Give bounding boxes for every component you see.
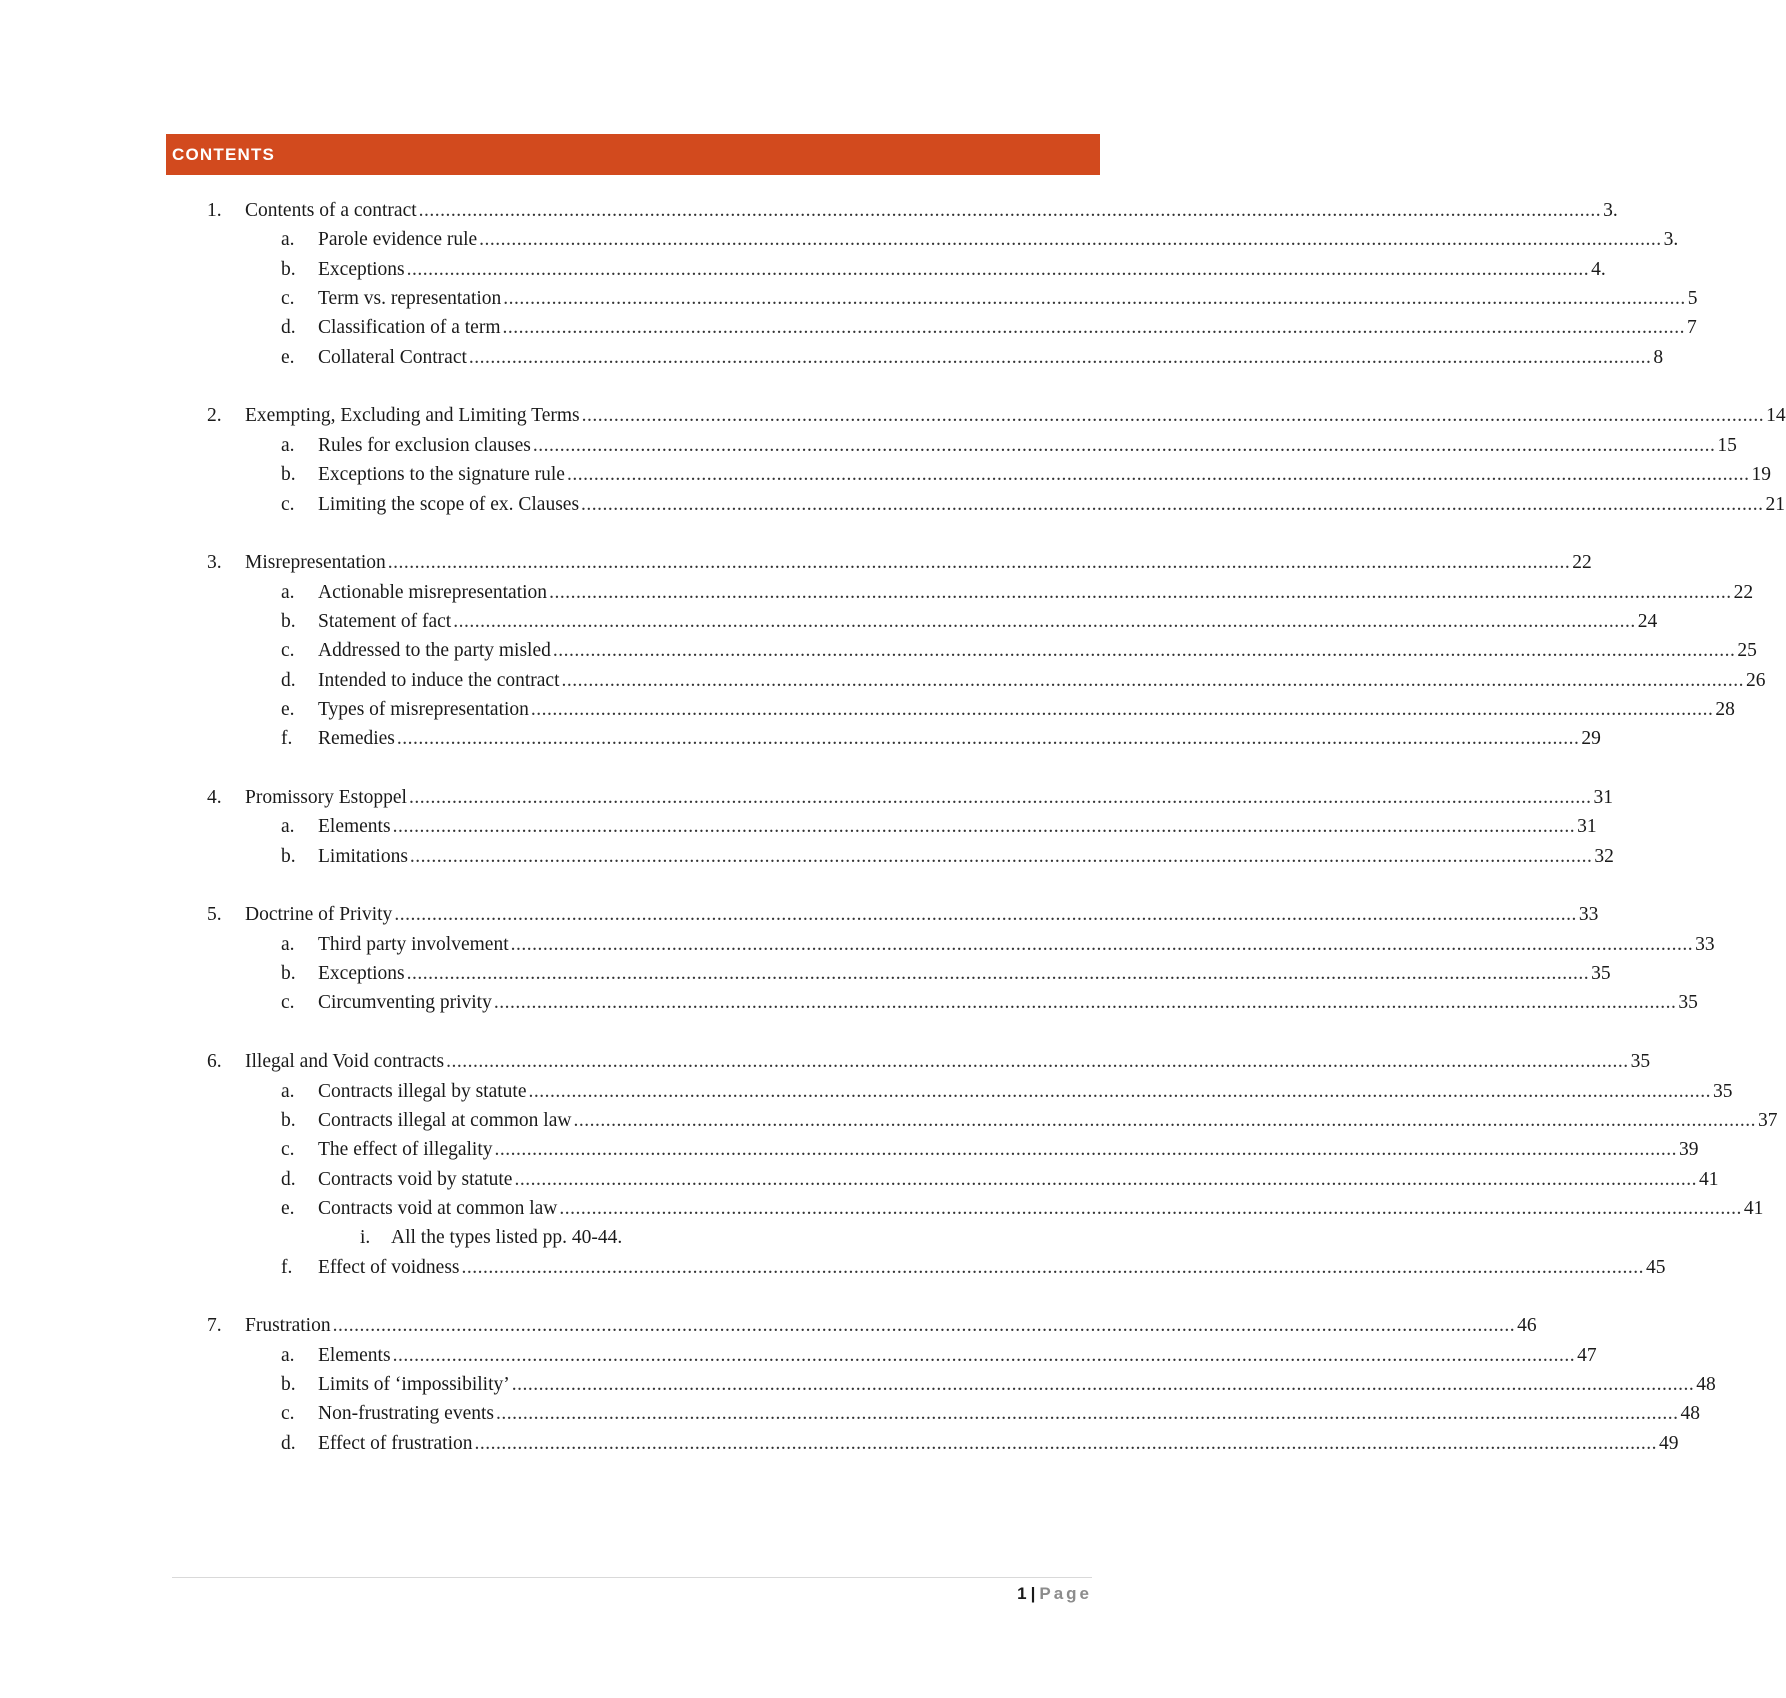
toc-leader-dots: ............................................................................................................................................................................................................................ bbox=[561, 670, 1744, 691]
toc-leader-dots: ............................................................................................................................................................................................................................ bbox=[552, 640, 1736, 661]
toc-page-number: 48 bbox=[1680, 1403, 1700, 1424]
toc-leader-dots: ............................................................................................................................................................................................................................ bbox=[573, 1110, 1756, 1131]
toc-entry-label: Exempting, Excluding and Limiting Terms bbox=[245, 405, 580, 426]
toc-leader-dots: ............................................................................................................................................................................................................................ bbox=[559, 1198, 1742, 1219]
toc-subsection bbox=[281, 1255, 1666, 1281]
toc-marker: 7. bbox=[207, 1315, 222, 1336]
toc-marker: d. bbox=[281, 1433, 296, 1454]
toc-marker: 3. bbox=[207, 552, 222, 573]
toc-entry-label: Contents of a contract bbox=[245, 200, 417, 221]
toc-entry-label: The effect of illegality bbox=[318, 1139, 493, 1160]
toc-subsection bbox=[281, 609, 1658, 635]
toc-leader-dots: ............................................................................................................................................................................................................................ bbox=[532, 435, 1716, 456]
toc-marker: b. bbox=[281, 464, 296, 485]
toc-page-number: 21 bbox=[1765, 494, 1786, 515]
toc-entry-label: Collateral Contract bbox=[318, 347, 467, 368]
toc-subitem bbox=[360, 1225, 1068, 1251]
toc-marker: e. bbox=[281, 699, 295, 720]
toc-marker: a. bbox=[281, 816, 295, 837]
toc-subsection bbox=[281, 1108, 1778, 1134]
toc-subsection bbox=[281, 726, 1601, 752]
toc-subsection bbox=[281, 286, 1698, 312]
toc-marker: f. bbox=[281, 728, 293, 749]
toc-page-number: 8 bbox=[1653, 347, 1664, 368]
toc-page-number: 48 bbox=[1696, 1374, 1716, 1395]
toc-page-number: 22 bbox=[1572, 552, 1592, 573]
toc-leader-dots: ............................................................................................................................................................................................................................ bbox=[392, 816, 1576, 837]
toc-leader-dots: ............................................................................................................................................................................................................................ bbox=[530, 699, 1714, 720]
toc-entry-label: Contracts void by statute bbox=[318, 1169, 513, 1190]
toc-page-number: 45 bbox=[1646, 1257, 1666, 1278]
toc-page-number: 35 bbox=[1591, 963, 1611, 984]
toc-leader-dots: ............................................................................................................................................................................................................................ bbox=[453, 611, 1636, 632]
toc-page-number: 41 bbox=[1743, 1198, 1764, 1219]
toc-leader-dots: ............................................................................................................................................................................................................................ bbox=[468, 347, 1652, 368]
toc-page-number: 33 bbox=[1578, 904, 1599, 925]
toc-leader-dots: ............................................................................................................................................................................................................................ bbox=[496, 1403, 1679, 1424]
toc-subsection bbox=[281, 580, 1754, 606]
toc-page-number: 28 bbox=[1715, 699, 1735, 720]
toc-page-number: 35 bbox=[1678, 992, 1698, 1013]
toc-entry-label: Third party involvement bbox=[318, 934, 509, 955]
toc-page-number: 32 bbox=[1594, 846, 1614, 867]
toc-subsection bbox=[281, 462, 1771, 488]
toc-leader-dots: ............................................................................................................................................................................................................................ bbox=[392, 1345, 1576, 1366]
toc-marker: 1. bbox=[207, 200, 222, 221]
toc-entry-label: Actionable misrepresentation bbox=[318, 582, 548, 603]
toc-subsection bbox=[281, 433, 1737, 459]
toc-leader-dots: ............................................................................................................................................................................................................................ bbox=[510, 934, 1694, 955]
toc-subsection bbox=[281, 1196, 1764, 1222]
toc-subsection bbox=[281, 1431, 1679, 1457]
toc-entry-label: Effect of voidness bbox=[318, 1257, 460, 1278]
toc-marker: a. bbox=[281, 582, 295, 603]
toc-marker: d. bbox=[281, 317, 296, 338]
toc-marker: a. bbox=[281, 435, 295, 456]
toc-marker: 6. bbox=[207, 1051, 222, 1072]
toc-page-number: 7 bbox=[1687, 317, 1697, 338]
toc-page-number: 19 bbox=[1751, 464, 1771, 485]
toc-subsection bbox=[281, 1401, 1700, 1427]
toc-subsection bbox=[281, 1167, 1719, 1193]
toc-leader-dots: ............................................................................................................................................................................................................................ bbox=[549, 582, 1732, 603]
toc-subsection bbox=[281, 345, 1664, 371]
toc-subsection bbox=[281, 492, 1786, 518]
toc-leader-dots: ............................................................................................................................................................................................................................ bbox=[446, 1051, 1629, 1072]
toc-leader-dots: ............................................................................................................................................................................................................................ bbox=[494, 1139, 1678, 1160]
toc-entry-label: Classification of a term bbox=[318, 317, 501, 338]
toc-entry-label: Contracts void at common law bbox=[318, 1198, 558, 1219]
toc-page-number: 25 bbox=[1737, 640, 1757, 661]
toc-marker: 4. bbox=[207, 787, 222, 808]
toc-section bbox=[207, 550, 1592, 576]
toc-marker: b. bbox=[281, 611, 296, 632]
toc-entry-label: Rules for exclusion clauses bbox=[318, 435, 531, 456]
toc-page-number: 4. bbox=[1591, 259, 1606, 280]
toc-marker: d. bbox=[281, 1169, 296, 1190]
toc-marker: a. bbox=[281, 1345, 295, 1366]
toc-section bbox=[207, 902, 1599, 928]
toc-page-number: 24 bbox=[1637, 611, 1658, 632]
toc-entry-label: Intended to induce the contract bbox=[318, 670, 560, 691]
toc-subsection bbox=[281, 315, 1697, 341]
toc-leader-dots: ............................................................................................................................................................................................................................ bbox=[581, 405, 1765, 426]
toc-leader-dots: ............................................................................................................................................................................................................................ bbox=[387, 552, 1571, 573]
toc-leader-dots: ............................................................................................................................................................................................................................ bbox=[406, 259, 1590, 280]
toc-entry-label: Frustration bbox=[245, 1315, 331, 1336]
toc-entry-label: Elements bbox=[318, 816, 391, 837]
toc-page-number: 3. bbox=[1603, 200, 1618, 221]
toc-leader-dots: ............................................................................................................................................................................................................................ bbox=[394, 904, 1577, 925]
toc-marker: a. bbox=[281, 1081, 295, 1102]
toc-section bbox=[207, 198, 1618, 224]
toc-leader-dots: ............................................................................................................................................................................................................................ bbox=[461, 1257, 1645, 1278]
toc-page-number: 22 bbox=[1733, 582, 1754, 603]
page-footer bbox=[1017, 1584, 1092, 1604]
toc-entry-label: Promissory Estoppel bbox=[245, 787, 407, 808]
toc-marker: b. bbox=[281, 1374, 296, 1395]
toc-marker: c. bbox=[281, 288, 295, 309]
toc-entry-label: Limiting the scope of ex. Clauses bbox=[318, 494, 580, 515]
toc-leader-dots: ............................................................................................................................................................................................................................ bbox=[332, 1315, 1516, 1336]
toc-marker: c. bbox=[281, 1403, 295, 1424]
toc-page-number: 35 bbox=[1630, 1051, 1651, 1072]
toc-leader-dots: ............................................................................................................................................................................................................................ bbox=[502, 317, 1685, 338]
toc-marker: a. bbox=[281, 934, 295, 955]
toc-entry-label: Limits of ‘impossibility’ bbox=[318, 1374, 510, 1395]
toc-subsection bbox=[281, 1079, 1733, 1105]
toc-subsection bbox=[281, 961, 1611, 987]
toc-leader-dots: ............................................................................................................................................................................................................................ bbox=[474, 1433, 1657, 1454]
toc-marker: c. bbox=[281, 1139, 295, 1160]
toc-subsection bbox=[281, 844, 1614, 870]
toc-page-number: 47 bbox=[1577, 1345, 1597, 1366]
toc-entry-label: Exceptions bbox=[318, 963, 405, 984]
toc-page-number: 35 bbox=[1713, 1081, 1733, 1102]
toc-marker: b. bbox=[281, 846, 296, 867]
contents-heading: CONTENTS bbox=[172, 145, 276, 164]
toc-page-number: 29 bbox=[1581, 728, 1601, 749]
toc-leader-dots: ............................................................................................................................................................................................................................ bbox=[511, 1374, 1695, 1395]
toc-subsection bbox=[281, 697, 1735, 723]
footer-page-number: 1 bbox=[1017, 1584, 1027, 1603]
toc-subsection bbox=[281, 1343, 1597, 1369]
toc-entry-label: All the types listed pp. 40-44. bbox=[391, 1227, 623, 1248]
toc-marker: f. bbox=[281, 1257, 293, 1278]
toc-section bbox=[207, 1313, 1537, 1339]
footer-divider bbox=[172, 1577, 1092, 1578]
toc-entry-label: Exceptions bbox=[318, 259, 405, 280]
toc-entry-label: Limitations bbox=[318, 846, 408, 867]
toc-marker: i. bbox=[360, 1227, 371, 1248]
toc-marker: c. bbox=[281, 640, 295, 661]
toc-subsection bbox=[281, 990, 1698, 1016]
toc-subsection bbox=[281, 932, 1715, 958]
toc-entry-label: Elements bbox=[318, 1345, 391, 1366]
toc-page-number: 41 bbox=[1698, 1169, 1719, 1190]
toc-subsection bbox=[281, 814, 1597, 840]
toc-entry-label: Parole evidence rule bbox=[318, 229, 478, 250]
toc-leader-dots: ............................................................................................................................................................................................................................ bbox=[503, 288, 1686, 309]
toc-marker: b. bbox=[281, 1110, 296, 1131]
toc-page-number: 5 bbox=[1687, 288, 1698, 309]
toc-marker: 2. bbox=[207, 405, 222, 426]
toc-subsection bbox=[281, 227, 1679, 253]
toc-page-number: 39 bbox=[1679, 1139, 1699, 1160]
toc-marker: e. bbox=[281, 347, 295, 368]
toc-entry-label: Exceptions to the signature rule bbox=[318, 464, 565, 485]
toc-leader-dots: ............................................................................................................................................................................................................................ bbox=[566, 464, 1750, 485]
toc-section bbox=[207, 785, 1613, 811]
toc-section bbox=[207, 1049, 1651, 1075]
toc-entry-label: Statement of fact bbox=[318, 611, 452, 632]
toc-marker: c. bbox=[281, 992, 295, 1013]
toc-leader-dots: ............................................................................................................................................................................................................................ bbox=[479, 229, 1662, 250]
toc-page-number: 37 bbox=[1757, 1110, 1778, 1131]
toc-leader-dots: ............................................................................................................................................................................................................................ bbox=[408, 787, 1592, 808]
toc-entry-label: Illegal and Void contracts bbox=[245, 1051, 445, 1072]
toc-marker: 5. bbox=[207, 904, 222, 925]
toc-marker: c. bbox=[281, 494, 295, 515]
toc-page-number: 49 bbox=[1659, 1433, 1679, 1454]
toc-leader-dots: ............................................................................................................................................................................................................................ bbox=[409, 846, 1593, 867]
toc-entry-label: Circumventing privity bbox=[318, 992, 492, 1013]
toc-leader-dots: ............................................................................................................................................................................................................................ bbox=[396, 728, 1580, 749]
footer-separator: | bbox=[1030, 1584, 1036, 1603]
toc-entry-label: Doctrine of Privity bbox=[245, 904, 393, 925]
toc-subsection bbox=[281, 1372, 1716, 1398]
toc-entry-label: Contracts illegal by statute bbox=[318, 1081, 527, 1102]
toc-marker: d. bbox=[281, 670, 296, 691]
toc-page-number: 46 bbox=[1517, 1315, 1537, 1336]
toc-leader-dots: ............................................................................................................................................................................................................................ bbox=[406, 963, 1590, 984]
toc-marker: b. bbox=[281, 259, 296, 280]
toc-entry-label: Types of misrepresentation bbox=[318, 699, 529, 720]
toc-entry-label: Non-frustrating events bbox=[318, 1403, 494, 1424]
toc-entry-label: Term vs. representation bbox=[318, 288, 502, 309]
toc-entry-label: Contracts illegal at common law bbox=[318, 1110, 572, 1131]
toc-page-number: 14 bbox=[1766, 405, 1786, 426]
toc-subsection bbox=[281, 257, 1606, 283]
toc-entry-label: Remedies bbox=[318, 728, 395, 749]
toc-entry-label: Addressed to the party misled bbox=[318, 640, 551, 661]
toc-leader-dots: ............................................................................................................................................................................................................................ bbox=[581, 494, 1764, 515]
toc-entry-label: Misrepresentation bbox=[245, 552, 386, 573]
toc-entry-label: Effect of frustration bbox=[318, 1433, 473, 1454]
toc-page-number: 15 bbox=[1717, 435, 1737, 456]
toc-page-number: 33 bbox=[1695, 934, 1715, 955]
toc-leader-dots: ............................................................................................................................................................................................................................ bbox=[528, 1081, 1711, 1102]
footer-page-word: Page bbox=[1039, 1584, 1092, 1603]
toc-leader-dots: ............................................................................................................................................................................................................................ bbox=[514, 1169, 1697, 1190]
toc-page-number: 31 bbox=[1593, 787, 1613, 808]
toc-subsection bbox=[281, 638, 1757, 664]
toc-subsection bbox=[281, 668, 1766, 694]
toc-subsection bbox=[281, 1137, 1699, 1163]
toc-page-number: 26 bbox=[1745, 670, 1766, 691]
toc-leader-dots: ............................................................................................................................................................................................................................ bbox=[493, 992, 1677, 1013]
toc-page-number: 3. bbox=[1663, 229, 1679, 250]
toc-section bbox=[207, 403, 1786, 429]
toc-marker: a. bbox=[281, 229, 295, 250]
toc-marker: e. bbox=[281, 1198, 295, 1219]
toc-leader-dots: ............................................................................................................................................................................................................................ bbox=[418, 200, 1602, 221]
toc-page-number: 31 bbox=[1577, 816, 1597, 837]
toc-marker: b. bbox=[281, 963, 296, 984]
